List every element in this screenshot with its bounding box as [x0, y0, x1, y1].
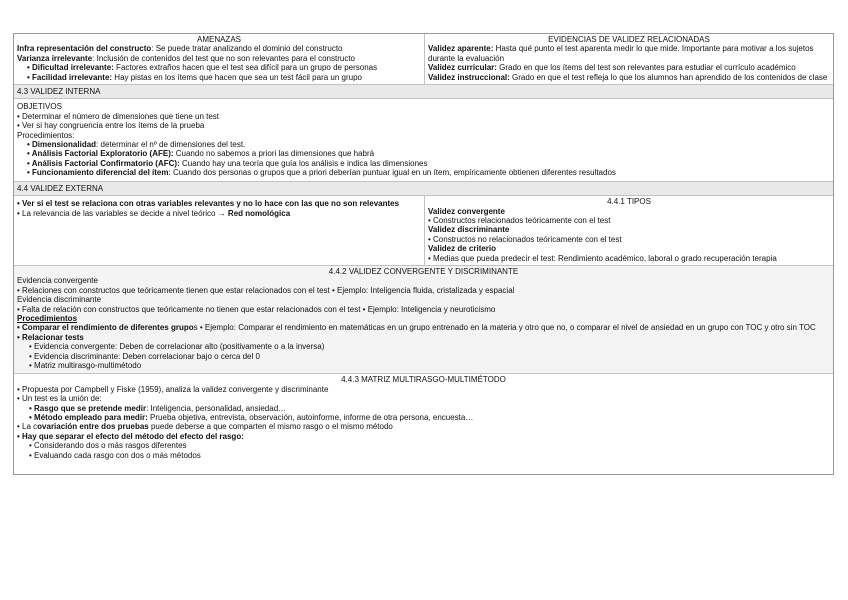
procedure-item: • Funcionamiento diferencial del ítem: Cuando dos personas o grupos que a priori deberían puntuar igual en un ítem, empíricamente obtienen diferentes resultados	[27, 168, 616, 178]
evidence-line: Validez aparente: Hasta qué punto el test aparenta medir lo que mide. Importante para motivar a los sujetos durante la evaluación	[428, 44, 814, 63]
cd-subitem: • Evidencia discriminante: Deben correlacionar bajo o cerca del 0	[29, 351, 260, 361]
internal-validity-row	[14, 99, 833, 181]
threat-line: • Dificultad irrelevante: Factores extraños hacen que el test sea difícil para un grupo de personas	[27, 63, 378, 73]
objectives-label: OBJETIVOS	[17, 102, 62, 112]
external-line: • La relevancia de las variables se decide a nivel teórico → Red nomológica	[17, 208, 291, 218]
mtmm-header: 4.4.3 MATRIZ MULTIRASGO-MULTIMÉTODO	[341, 375, 506, 385]
cd-subitem: • Matriz multirasgo-multimétodo	[29, 361, 142, 370]
cd-line: • Falta de relación con constructos que teóricamente no tienen que estar relacionados con el test • Ejemplo: Inteligencia y neuroticismo	[17, 304, 496, 314]
procedure-item: • Dimensionalidad: determinar el nº de dimensiones del test.	[27, 140, 246, 150]
convergent-discriminant-row	[14, 266, 833, 374]
types-desc: • Constructos relacionados teóricamente con el test	[428, 215, 611, 225]
procedure-item: • Análisis Factorial Confirmatorio (AFC): Cuando hay una teoría que guía los análisis e indica las dimensiones	[27, 158, 428, 168]
types-header: 4.4.1 TIPOS	[607, 197, 651, 207]
cd-line: • Comparar el rendimiento de diferentes grupos • Ejemplo: Comparar el rendimiento en matemáticas en un grupo entrenado en la materia y otro que no, o comparar el nivel de ansiedad en un grupo con TOC y otro sin TOC	[17, 323, 816, 333]
procedure-item: • Análisis Factorial Exploratorio (AFE): Cuando no sabemos a priori las dimensiones que habrá	[27, 149, 375, 159]
threats-evidence-row	[14, 34, 833, 85]
mtmm-cell	[14, 374, 833, 474]
external-validity-header: 4.4 VALIDEZ EXTERNA	[14, 182, 833, 195]
mtmm-subitem: • Considerando dos o más rasgos diferentes	[29, 441, 187, 451]
external-validity-cell	[14, 196, 425, 265]
cd-line: • Relaciones con constructos que teóricamente tienen que estar relacionados con el test • Ejemplo: Inteligencia fluida, cristalizada y espacial	[17, 285, 515, 295]
internal-validity-header: 4.3 VALIDEZ INTERNA	[14, 85, 833, 98]
cd-line: • Relacionar tests	[17, 332, 84, 342]
external-line: • Ver si el test se relaciona con otras variables relevantes y no lo hace con las que no son relevantes	[17, 199, 400, 209]
validity-table	[13, 33, 834, 475]
convergent-discriminant-header: 4.4.2 VALIDEZ CONVERGENTE Y DISCRIMINANTE	[328, 266, 519, 276]
evidence-cell	[425, 34, 833, 84]
mtmm-line: • Un test es la unión de:	[17, 394, 102, 404]
mtmm-row	[14, 374, 833, 474]
convergent-discriminant-cell	[14, 266, 833, 373]
mtmm-line: • Hay que separar el efecto del método del efecto del rasgo:	[17, 431, 244, 441]
types-term: Validez discriminante	[428, 225, 510, 235]
types-desc: • Constructos no relacionados teóricamente con el test	[428, 234, 622, 244]
cd-subitem: • Evidencia convergente: Deben de correlacionar alto (positivamente o a la inversa)	[29, 342, 325, 352]
mtmm-line: • Propuesta por Campbell y Fiske (1959), analiza la validez convergente y discriminante	[17, 384, 329, 394]
threats-header: AMENAZAS	[196, 35, 241, 44]
threat-line: Infra representación del constructo: Se puede tratar analizando el dominio del constructo	[17, 44, 343, 54]
types-term: Validez de criterio	[428, 244, 497, 254]
cd-line: Evidencia convergente	[17, 276, 98, 286]
objective-item: • Determinar el número de dimensiones que tiene un test	[17, 111, 220, 121]
threats-cell	[14, 34, 425, 84]
internal-validity-header-row	[14, 85, 833, 99]
types-cell	[425, 196, 833, 265]
threat-line: Varianza irrelevante: Inclusión de contenidos del test que no son relevantes para el constructo	[17, 53, 355, 63]
cd-procedures-label: Procedimientos	[17, 313, 78, 323]
external-validity-row	[14, 196, 833, 266]
threat-line: • Facilidad irrelevante: Hay pistas en los ítems que hacen que sea un test fácil para un grupo	[27, 72, 362, 82]
types-term: Validez convergente	[428, 206, 505, 216]
internal-validity-cell	[14, 99, 833, 180]
external-validity-header-row	[14, 182, 833, 196]
cd-line: Evidencia discriminante	[17, 295, 102, 305]
evidence-header: EVIDENCIAS DE VALIDEZ RELACIONADAS	[548, 35, 710, 44]
mtmm-subitem: • Rasgo que se pretende medir: Inteligencia, personalidad, ansiedad…	[29, 403, 287, 413]
mtmm-subitem: • Evaluando cada rasgo con dos o más métodos	[29, 450, 201, 460]
evidence-line: Validez instruccional: Grado en que el test refleja lo que los alumnos han aprendido de los contenidos de clase	[428, 72, 828, 82]
objective-item: • Ver si hay congruencia entre los ítems de la prueba	[17, 121, 205, 131]
mtmm-line: • La covariación entre dos pruebas puede deberse a que comparten el mismo rasgo o el mismo método	[17, 422, 393, 432]
evidence-line: Validez curricular: Grado en que los ítems del test son relevantes para estudiar el currículo académico	[428, 63, 796, 73]
types-desc: • Medias que pueda predecir el test: Rendimiento académico, laboral o grado recuperación terapia	[428, 253, 777, 263]
mtmm-subitem: • Método empleado para medir: Prueba objetiva, entrevista, observación, autoinforme, informe de otra persona, encuesta…	[29, 413, 474, 423]
procedures-label: Procedimientos:	[17, 130, 75, 140]
